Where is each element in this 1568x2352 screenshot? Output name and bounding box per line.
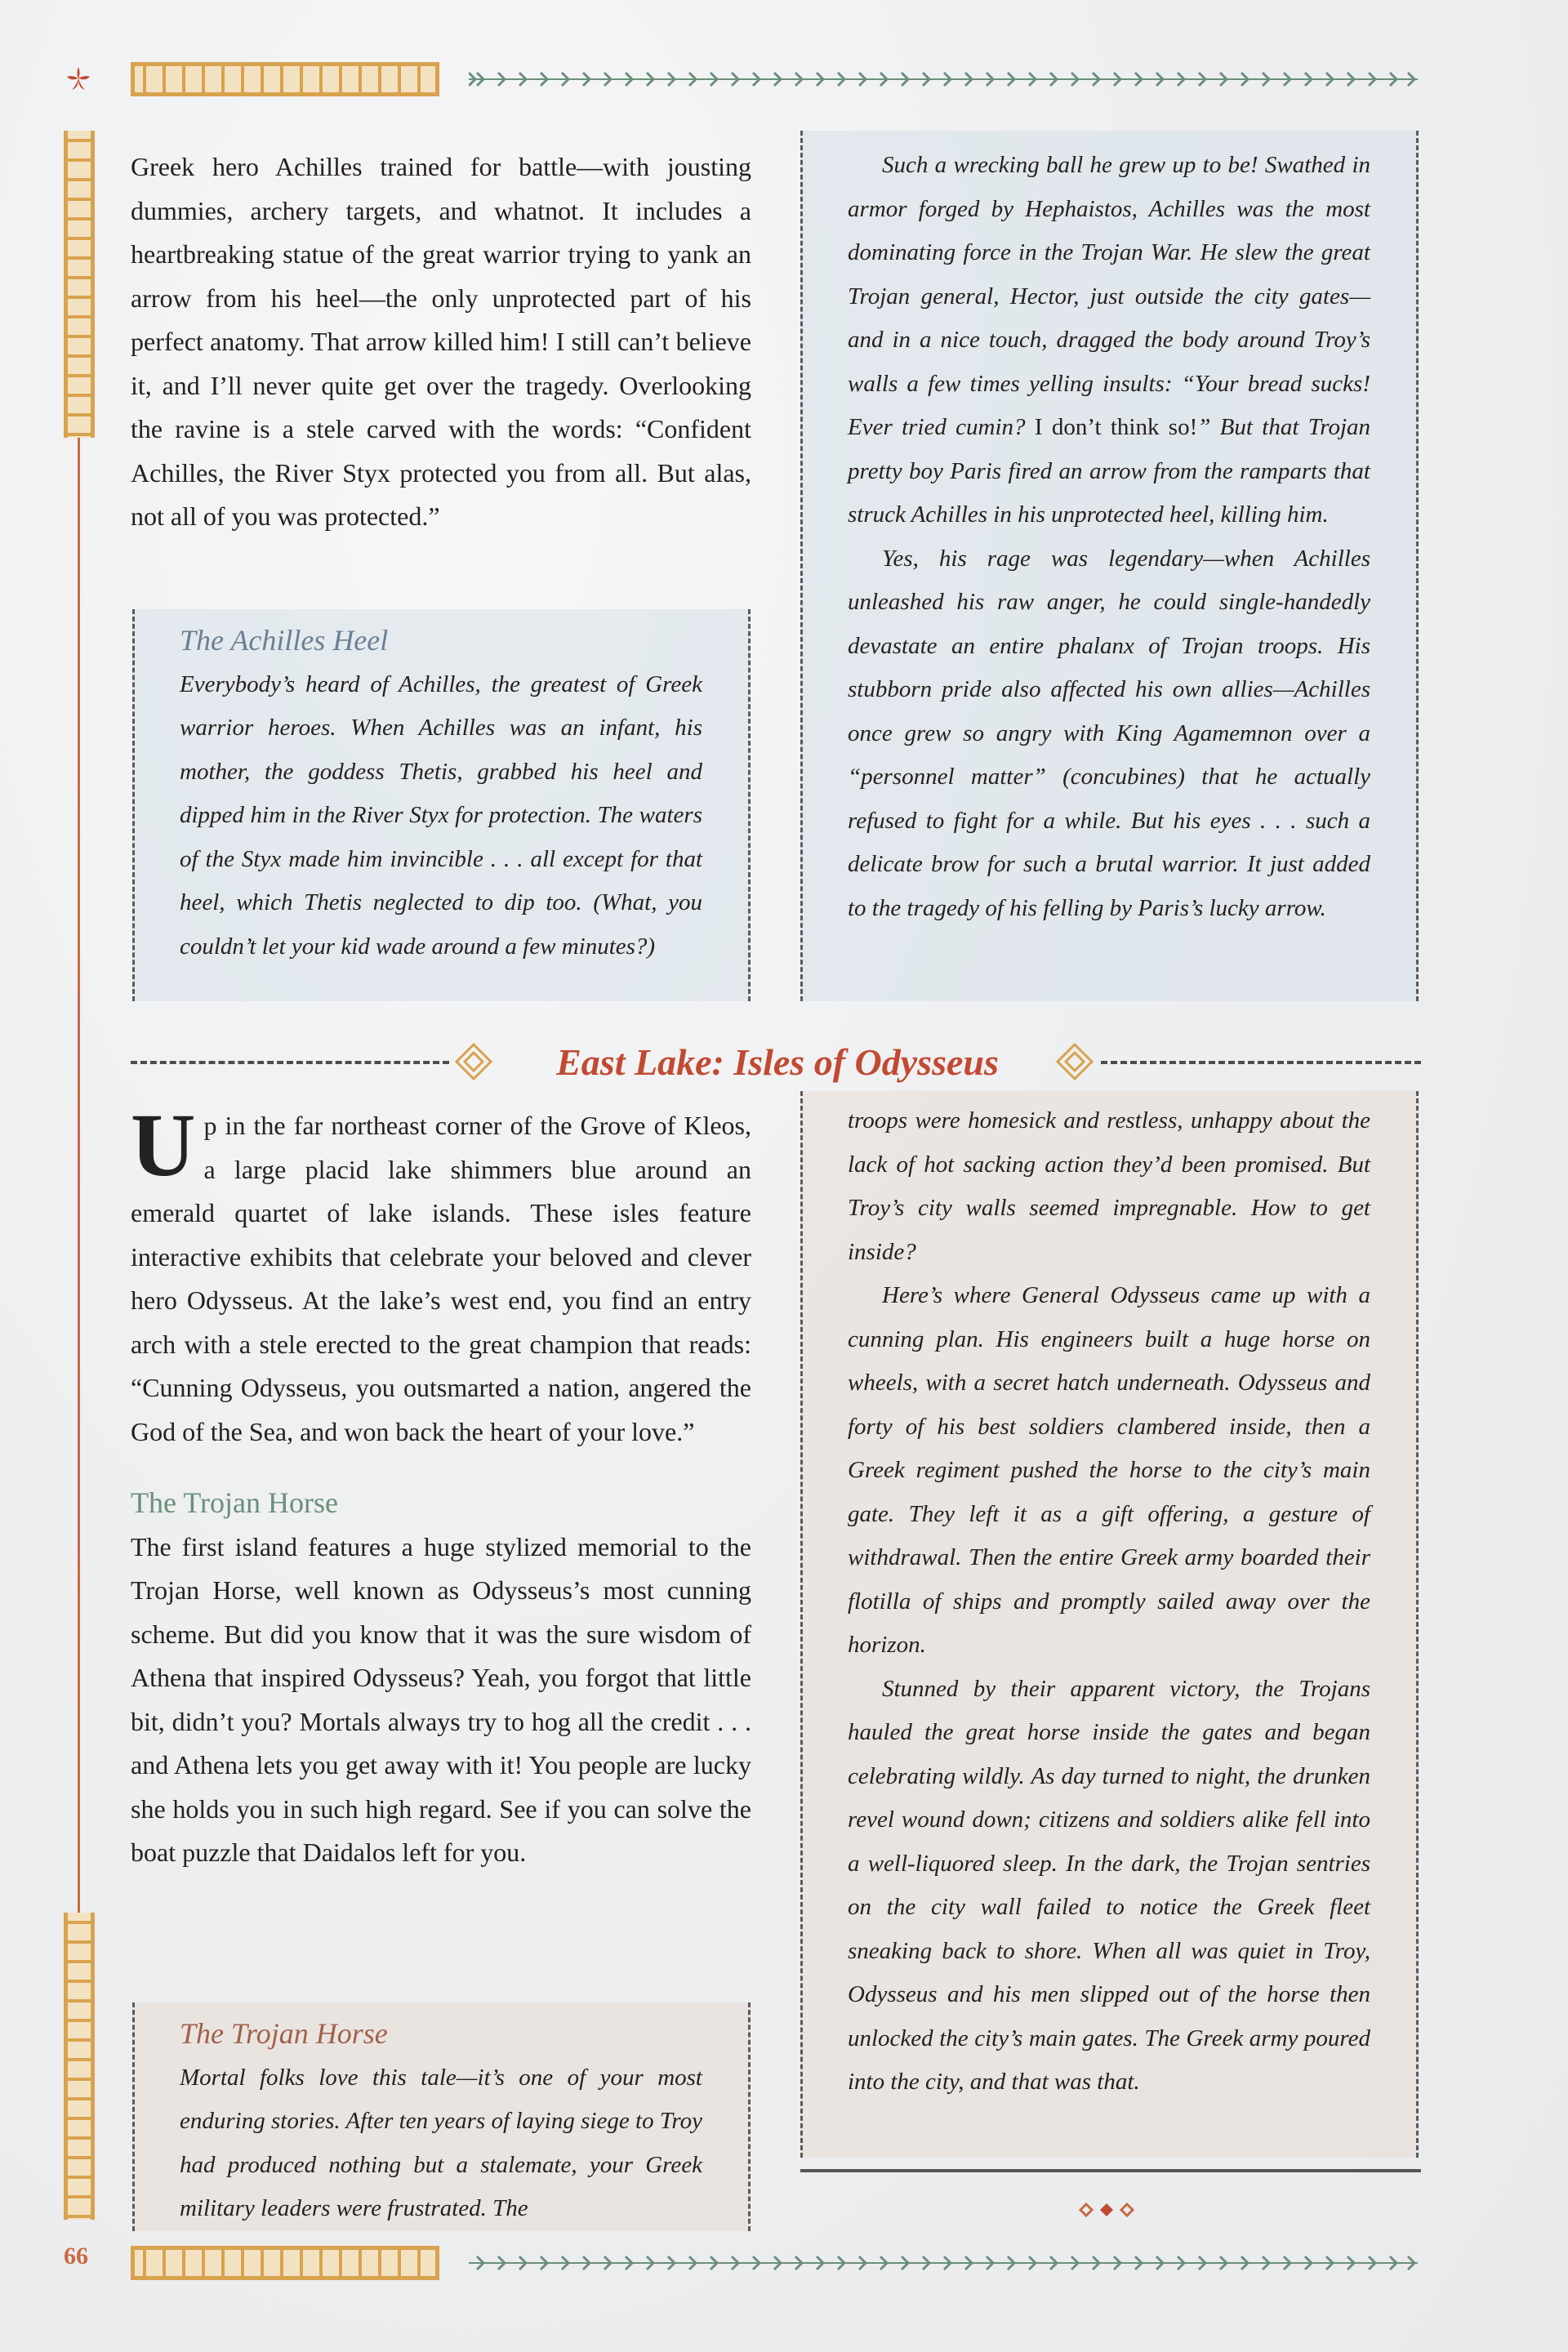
section-title: East Lake: Isles of Odysseus — [556, 1041, 999, 1083]
sidebar-body: Mortal folks love this tale—it’s one of your most enduring stories. After ten years of laying siege to Troy had produced nothing but a stalemate, your Greek military leaders were frustrated. The — [180, 2064, 702, 2221]
trojan-continuation — [848, 1099, 1370, 2105]
vine-border-icon — [469, 67, 1418, 91]
greek-key-border-icon — [131, 62, 439, 96]
sidebar-border — [132, 609, 135, 1001]
margin-rule — [78, 438, 80, 1913]
achilles-continuation — [848, 144, 1370, 930]
diamond-dots-icon — [1076, 2200, 1137, 2220]
greek-key-border-icon — [131, 2246, 439, 2280]
sidebar-paragraph: troops were homesick and restless, unhappy about the lack of hot sacking action they’d been promised. But Troy’s city walls seemed impregnable. How to get inside? — [848, 1107, 1370, 1265]
sidebar-border — [1416, 131, 1419, 1001]
intro-paragraph-achilles: Greek hero Achilles trained for battle—with jousting dummies, archery targets, and whatnot. It includes a heartbreaking statue of the great warrior trying to yank an arrow from his heel—the only unprotected part of his perfect anatomy. That arrow killed him! I still can’t believe it, and I’ll never quite get over the tragedy. Overlooking the ravine is a stele carved with the words: “Confident Achilles, the River Styx protected you from all. But alas, not all of you was protected.” — [131, 152, 751, 531]
flourish-icon — [64, 64, 93, 93]
subhead-trojan-horse: The Trojan Horse — [131, 1486, 338, 1519]
sidebar-paragraph: Yes, his rage was legendary—when Achilles unleashed his raw anger, he could single-handedly devastate an entire phalanx of Trojan troops. His stubborn pride also affected his own allies—Achilles once grew so angry with King Agamemnon over a “personnel matter” (concubines) that he actually refused to fight for a while. But his eyes . . . such a delicate brow for such a brutal warrior. It just added to the tragedy of his felling by Paris’s lucky arrow. — [848, 545, 1370, 921]
sidebar-border — [800, 131, 803, 1001]
sidebar-paragraph: Such a wrecking ball he grew up to be! Swathed in armor forged by Hephaistos, Achilles was the most dominating force in the Trojan War. He slew the great Trojan general, Hector, just outside the city gates—and in a nice touch, dragged the body around Troy’s walls a few times yelling insults: “Your bread sucks! Ever tried cumin? I don’t think so!” But that Trojan pretty boy Paris fired an arrow from the ramparts that struck Achilles in his unprotected heel, killing him. — [848, 152, 1371, 528]
sidebar-border — [748, 609, 751, 1001]
trojan-sidebar — [180, 2012, 702, 2231]
section-rule — [1101, 1061, 1421, 1064]
sidebar-title: The Achilles Heel — [180, 624, 389, 657]
sidebar-border — [800, 1091, 803, 2158]
greek-key-border-icon — [64, 1913, 95, 2220]
sidebar-body: Everybody’s heard of Achilles, the greatest of Greek warrior heroes. When Achilles was an infant, his mother, the goddess Thetis, grabbed his heel and dipped him in the River Styx for protection. The waters of the Styx made him invincible . . . all except for that heel, which Thetis neglected to dip too. (What, you couldn’t let your kid wade around a few minutes?) — [180, 670, 702, 960]
achilles-sidebar — [180, 619, 702, 969]
sidebar-paragraph: Stunned by their apparent victory, the Trojans hauled the great horse inside the gates and began celebrating wildly. As day turned to night, the drunken revel wound down; citizens and soldiers alike fell into a well-liquored sleep. In the dark, the Trojan sentries on the city wall failed to notice the Greek fleet sneaking back to shore. When all was quiet in Troy, Odysseus and his men slipped out of the horse then unlocked the city’s main gates. The Greek army poured into the city, and that was that. — [848, 1675, 1370, 2095]
diamond-knot-icon — [1055, 1042, 1094, 1081]
sidebar-border — [748, 2002, 751, 2231]
vine-border-icon — [469, 2251, 1418, 2275]
odysseus-intro: Up in the far northeast corner of the Grove of Kleos, a large placid lake shimmers blue around an emerald quartet of lake islands. These isles feature interactive exhibits that celebrate your beloved and clever hero Odysseus. At the lake’s west end, you find an entry arch with a stele erected to the great champion that reads: “Cunning Odysseus, you outsmarted a nation, angered the God of the Sea, and won back the heart of your love.” The Trojan Horse The first island features a huge stylized memorial to the Trojan Horse, well known as Odysseus’s most cunning scheme. But did you know that it was the sure wisdom of Athena that inspired Odysseus? Yeah, you forgot that little bit, didn’t you? Mortals always try to hog all the credit . . . and Athena lets you get away with it! You people are lucky she holds you in such high regard. See if you can solve the boat puzzle that Daidalos left for you. — [131, 1104, 751, 1875]
sidebar-paragraph: Here’s where General Odysseus came up with a cunning plan. His engineers built a huge horse on wheels, with a secret hatch underneath. Odysseus and forty of his best soldiers clambered inside, then a Greek regiment pushed the horse to the city’s main gate. They left it as a gift offering, a gesture of withdrawal. Then the entire Greek army boarded their flotilla of ships and promptly sailed away over the horizon. — [848, 1282, 1370, 1658]
greek-key-border-icon — [64, 131, 95, 438]
drop-cap: U — [131, 1095, 196, 1195]
diamond-knot-icon — [454, 1042, 493, 1081]
trojan-horse-paragraph: The first island features a huge stylized memorial to the Trojan Horse, well known as Odysseus’s most cunning scheme. But did you know that it was the sure wisdom of Athena that inspired Odysseus? Yeah, you forgot that little bit, didn’t you? Mortals always try to hog all the credit . . . and Athena lets you get away with it! You people are lucky she holds you in such high regard. See if you can solve the boat puzzle that Daidalos left for you. — [131, 1531, 751, 1867]
sidebar-title: The Trojan Horse — [180, 2017, 388, 2050]
page-number: 66 — [64, 2243, 88, 2270]
sidebar-border — [1416, 1091, 1419, 2158]
sidebar-end-rule — [800, 2169, 1421, 2172]
sidebar-border — [132, 2002, 135, 2231]
section-rule — [131, 1061, 449, 1064]
